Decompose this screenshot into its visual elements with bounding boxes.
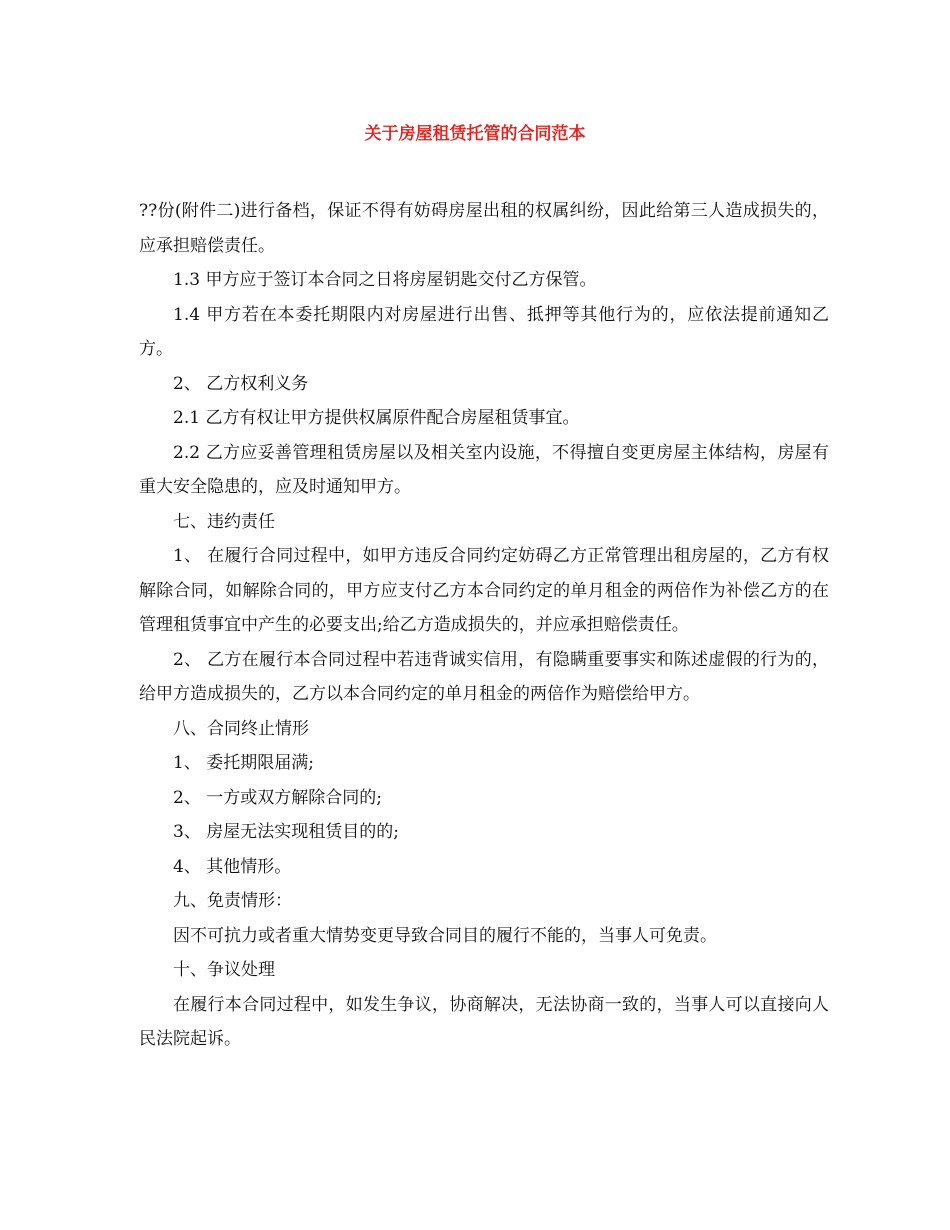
document-title: 关于房屋租赁托管的合同范本 [364, 124, 586, 144]
section-heading: 八、合同终止情形 [173, 718, 309, 739]
list-item: 4、 其他情形。 [173, 856, 292, 877]
list-item: 2、 一方或双方解除合同的; [173, 787, 382, 808]
paragraph: 在履行本合同过程中，如发生争议，协商解决，无法协商一致的，当事人可以直接向人民法院起诉。 [139, 994, 829, 1049]
paragraph: 2.2 乙方应妥善管理租赁房屋以及相关室内设施，不得擅自变更房屋主体结构，房屋有重大安全隐患的，应及时通知甲方。 [139, 442, 829, 497]
paragraph: 1、 在履行合同过程中，如甲方违反合同约定妨碍乙方正常管理出租房屋的，乙方有权解除合同，如解除合同的，甲方应支付乙方本合同约定的单月租金的两倍作为补偿乙方的在管理租赁事宜中产生的必要支出;给乙方造成损失的，并应承担赔偿责任。 [139, 546, 829, 635]
section-heading: 七、违约责任 [173, 511, 275, 532]
paragraph: 因不可抗力或者重大情势变更导致合同目的履行不能的，当事人可免责。 [173, 925, 717, 946]
paragraph: 1.3 甲方应于签订本合同之日将房屋钥匙交付乙方保管。 [173, 270, 597, 290]
section-heading: 十、争议处理 [173, 960, 275, 980]
paragraph: 1.4 甲方若在本委托期限内对房屋进行出售、抵押等其他行为的，应依法提前通知乙方。 [139, 304, 829, 359]
section-heading: 九、免责情形： [173, 891, 292, 911]
list-item: 1、 委托期限届满; [173, 753, 314, 773]
section-heading: 2、 乙方权利义务 [173, 373, 309, 394]
paragraph: ??份(附件二)进行备档，保证不得有妨碍房屋出租的权属纠纷，因此给第三人造成损失的，应承担赔偿责任。 [139, 201, 829, 256]
paragraph: 2.1 乙方有权让甲方提供权属原件配合房屋租赁事宜。 [173, 408, 580, 428]
list-item: 3、 房屋无法实现租赁目的的; [173, 822, 399, 842]
document-body [139, 194, 829, 1057]
paragraph: 2、 乙方在履行本合同过程中若违背诚实信用，有隐瞒重要事实和陈述虚假的行为的，给甲方造成损失的，乙方以本合同约定的单月租金的两倍作为赔偿给甲方。 [139, 649, 829, 704]
